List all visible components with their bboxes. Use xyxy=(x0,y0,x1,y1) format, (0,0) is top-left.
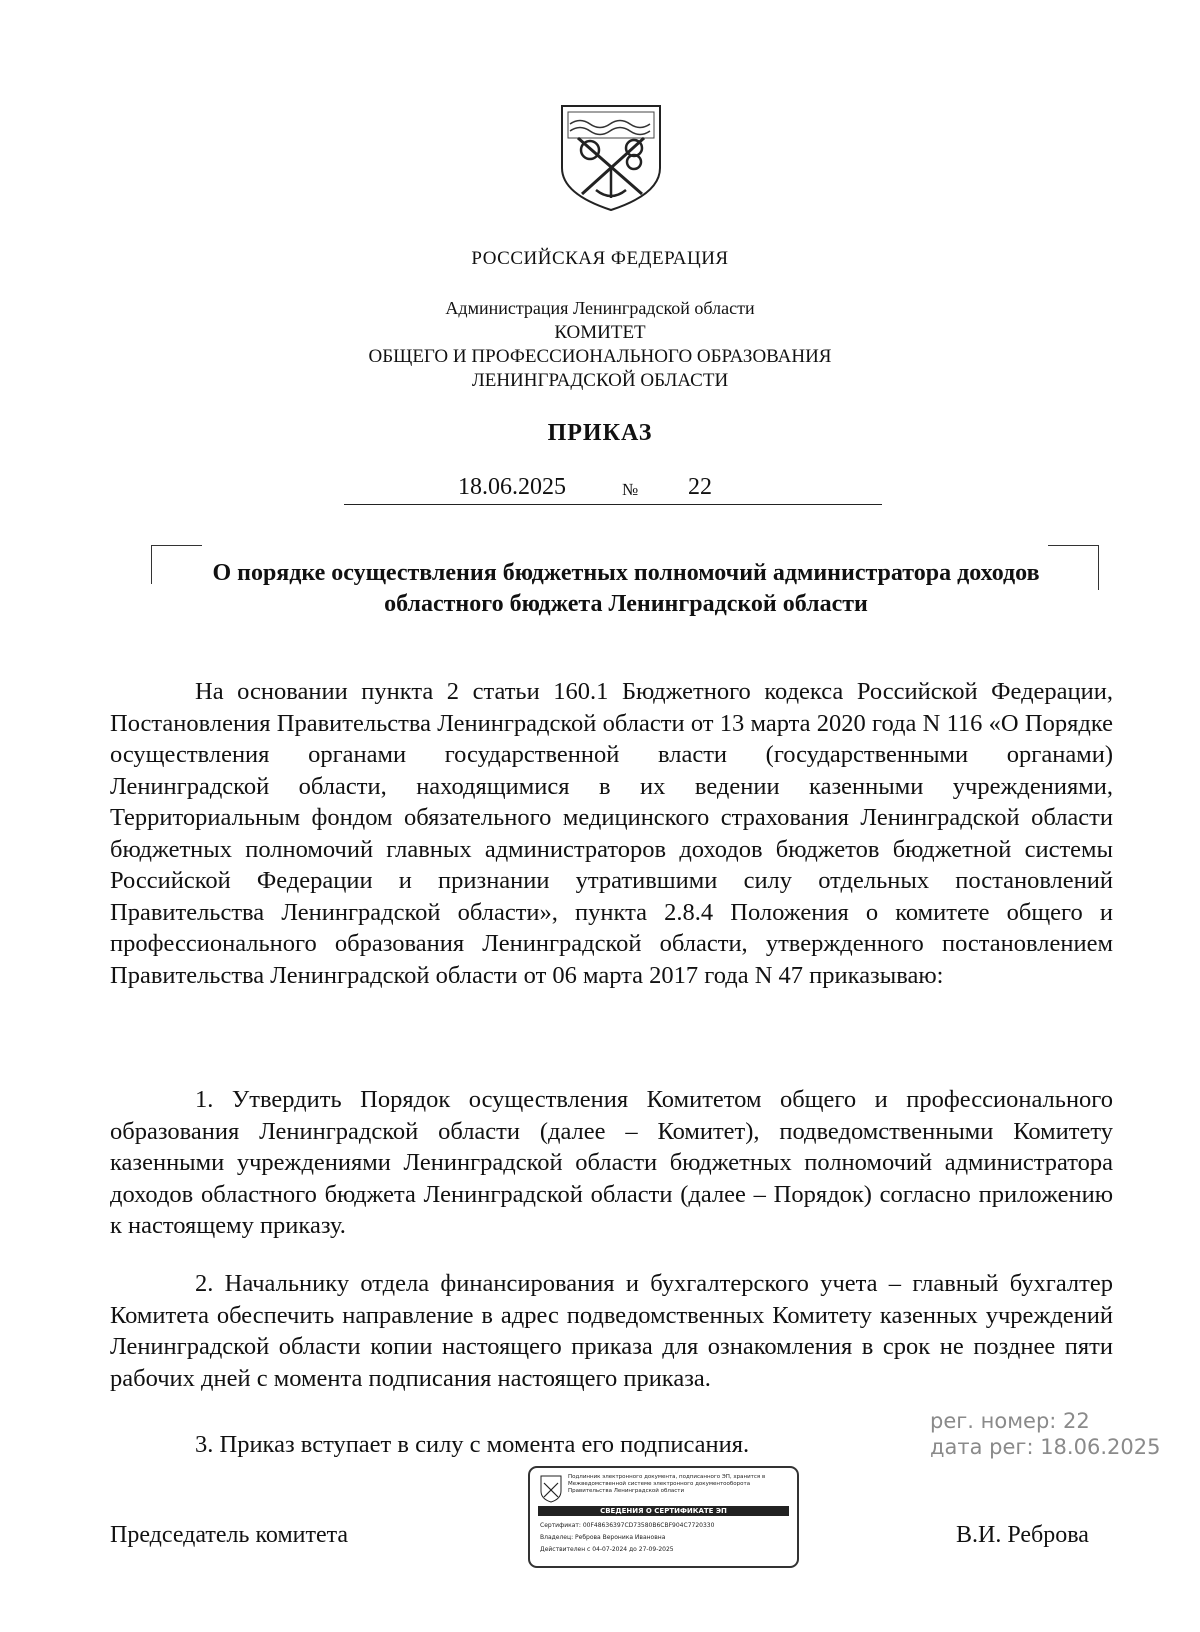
date-underline xyxy=(344,504,882,505)
stamp-certificate: Сертификат: 00F48636397CD73580B6CBF904C7720330 xyxy=(540,1522,715,1529)
document-date: 18.06.2025 xyxy=(458,474,566,500)
signatory-name: В.И. Реброва xyxy=(956,1522,1089,1548)
document-number: 22 xyxy=(688,474,712,500)
document-title: О порядке осуществления бюджетных полномочий администратора доходов областного бюджета Ленинградской области xyxy=(212,560,1040,617)
title-bracket-right xyxy=(1048,545,1099,590)
stamp-validity: Действителен с 04-07-2024 до 27-09-2025 xyxy=(540,1546,674,1553)
registration-stamp xyxy=(930,1408,1160,1460)
body-item-3: 3. Приказ вступает в силу с момента его подписания. xyxy=(195,1431,750,1458)
registration-number: рег. номер: 22 xyxy=(930,1409,1090,1433)
stamp-info-text: Подлинник электронного документа, подписанного ЭП, хранится в Межведомственной системе электронного документооборота Правительства Ленинградской области xyxy=(568,1474,766,1494)
document-number-label: № xyxy=(622,480,639,499)
registration-date: дата рег: 18.06.2025 xyxy=(930,1435,1161,1459)
body-preamble: На основании пункта 2 статьи 160.1 Бюджетного кодекса Российской Федерации, Постановления Правительства Ленинградской области от 13 марта 2020 года N 116 «О Порядке осуществления органами государственной власти (государственными органами) Ленинградской области, находящимися в их ведении казенными учреждениями, Территориальным фондом обязательного медицинского страхования Ленинградской области бюджетных полномочий главных администраторов доходов бюджетов бюджетной системы Российской Федерации и признании утратившими силу отдельных постановлений Правительства Ленинградской области», пункта 2.8.4 Положения о комитете общего и профессионального образования Ленинградской области, утвержденного постановлением Правительства Ленинградской области от 06 марта 2017 года N 47 приказываю: xyxy=(110,678,1113,989)
stamp-owner: Владелец: Реброва Вероника Ивановна xyxy=(540,1534,666,1541)
country-name: РОССИЙСКАЯ ФЕДЕРАЦИЯ xyxy=(471,248,729,269)
coat-of-arms-emblem xyxy=(556,102,666,214)
committee-name-line1: ОБЩЕГО И ПРОФЕССИОНАЛЬНОГО ОБРАЗОВАНИЯ xyxy=(368,346,832,367)
stamp-heading: СВЕДЕНИЯ О СЕРТИФИКАТЕ ЭП xyxy=(538,1506,789,1516)
stamp-emblem-icon xyxy=(540,1475,562,1503)
signatory-position: Председатель комитета xyxy=(110,1522,349,1548)
electronic-signature-stamp xyxy=(528,1466,799,1568)
body-item-1: 1. Утвердить Порядок осуществления Комитетом общего и профессионального образования Ленинградской области (далее – Комитет), подведомственными Комитету казенными учреждениями Ленинградской области бюджетных полномочий администратора доходов областного бюджета Ленинградской области (далее – Порядок) согласно приложению к настоящему приказу. xyxy=(110,1086,1113,1239)
committee-name-line2: ЛЕНИНГРАДСКОЙ ОБЛАСТИ xyxy=(471,370,729,391)
administration-name: Администрация Ленинградской области xyxy=(445,298,755,318)
committee-label: КОМИТЕТ xyxy=(554,322,646,343)
title-bracket-left xyxy=(151,545,202,584)
body-item-2: 2. Начальнику отдела финансирования и бухгалтерского учета – главный бухгалтер Комитета обеспечить направление в адрес подведомственных Комитету казенных учреждений Ленинградской области копии настоящего приказа для ознакомления в срок не позднее пяти рабочих дней с момента подписания настоящего приказа. xyxy=(110,1270,1113,1392)
document-type: ПРИКАЗ xyxy=(547,420,653,446)
